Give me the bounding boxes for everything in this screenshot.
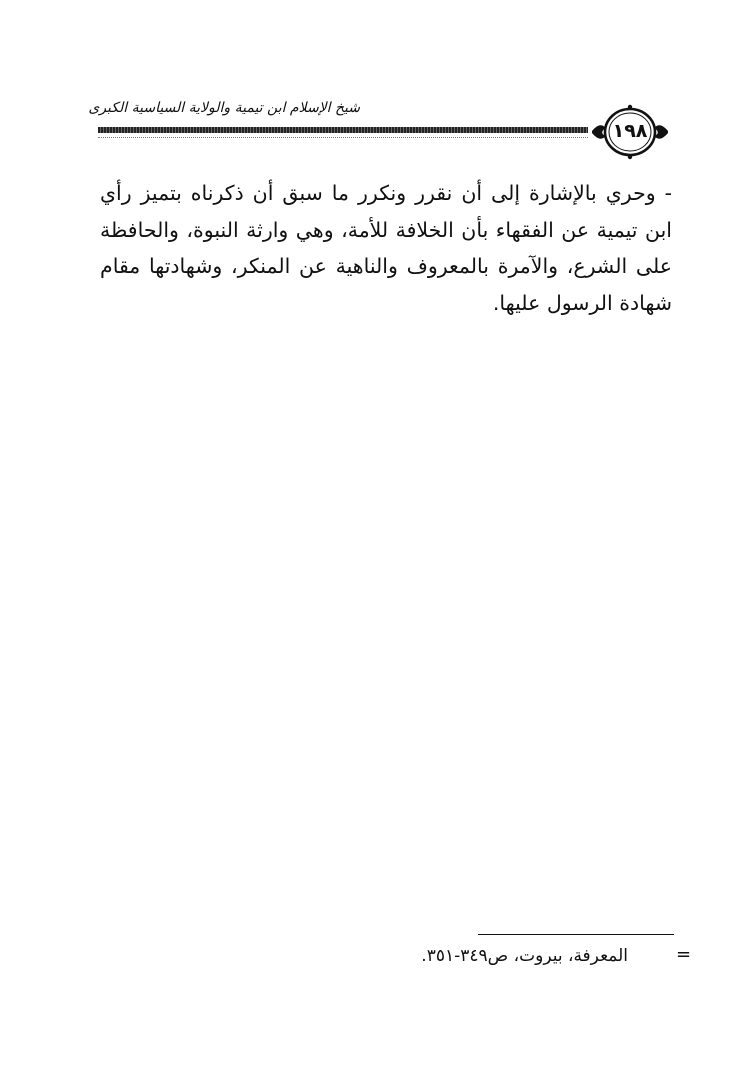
header-rule <box>98 127 588 133</box>
footnote-continuation-mark: = <box>676 944 692 965</box>
header-rule-dotted <box>98 137 588 139</box>
running-title: شيخ الإسلام ابن تيمية والولاية السياسية الكبرى <box>88 100 360 116</box>
footnote-separator <box>478 934 674 935</box>
footnote-text: المعرفة، بيروت، ص٣٤٩-٣٥١. <box>421 946 628 966</box>
body-paragraph: - وحري بالإشارة إلى أن نقرر ونكرر ما سبق أن ذكرناه بتميز رأي ابن تيمية عن الفقهاء بأن الخلافة للأمة، وهي وارثة النبوة، والحافظة على الشرع، والآمرة بالمعروف والناهية عن المنكر، وشهادتها مقام شهادة الرسول عليها. <box>100 181 672 315</box>
page-number-ornament <box>588 104 672 160</box>
page-number: ١٩٨ <box>612 120 648 142</box>
